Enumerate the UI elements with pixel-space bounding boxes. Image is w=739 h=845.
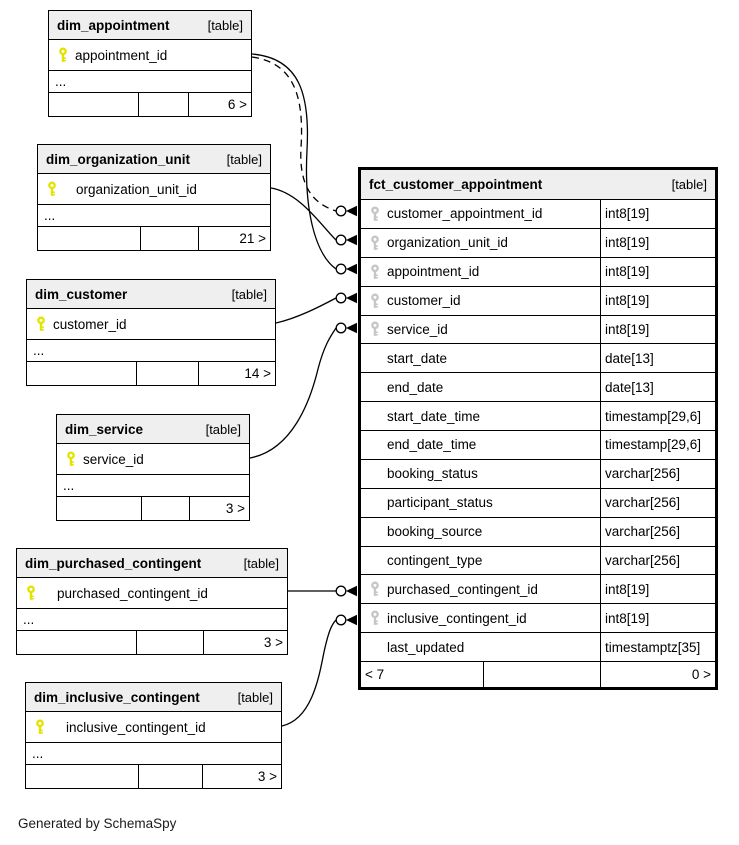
ellipsis-label: ...: [55, 74, 67, 89]
column-row-end-date: [361, 372, 715, 401]
column-name: last_updated: [387, 639, 465, 655]
table-footer: [57, 496, 249, 520]
table-dim-organization-unit[interactable]: [37, 144, 271, 251]
table-header: [38, 145, 270, 174]
column-row-purchased-contingent-id: [361, 574, 715, 603]
foreign-key-icon: [370, 264, 380, 280]
column-name: organization_unit_id: [387, 235, 508, 251]
column-name: customer_id: [53, 316, 127, 332]
table-name[interactable]: dim_customer: [35, 286, 128, 302]
related-tables-count: 6 >: [188, 93, 251, 116]
column-row-booking-source: [361, 517, 715, 546]
column-type: int8[19]: [600, 200, 715, 228]
table-type-badge: [table]: [243, 555, 279, 571]
column-name-cell: [361, 431, 600, 459]
footer-cell-empty: [138, 765, 202, 788]
table-dim-customer[interactable]: [26, 279, 276, 386]
table-type-badge: [table]: [205, 421, 241, 437]
crow-foot-endpoint: [336, 293, 357, 303]
table-dim-service[interactable]: [56, 414, 250, 521]
column-name: purchased_contingent_id: [57, 585, 208, 601]
foreign-key-icon: [370, 235, 380, 251]
column-name: inclusive_contingent_id: [387, 610, 527, 626]
column-name: participant_status: [387, 495, 493, 511]
table-name[interactable]: dim_appointment: [57, 17, 170, 33]
column-row-service-id: [57, 444, 249, 474]
column-type: int8[19]: [600, 229, 715, 257]
footer-cell-empty: [27, 362, 136, 385]
ellipsis-label: ...: [63, 478, 75, 493]
column-name-cell: [361, 575, 600, 603]
column-row-inclusive-contingent-id: [361, 603, 715, 632]
column-row-start-date: [361, 343, 715, 372]
table-dim-inclusive-contingent[interactable]: [25, 682, 282, 789]
table-header: [361, 170, 715, 199]
table-footer: [49, 92, 251, 116]
column-name: start_date: [387, 350, 448, 366]
crow-foot-endpoint: [336, 586, 357, 596]
column-name-cell: [361, 229, 600, 257]
table-name[interactable]: dim_service: [65, 421, 144, 437]
column-name: contingent_type: [387, 552, 483, 568]
column-name-cell: [361, 258, 600, 286]
rel-dim-organization-unit-line: [271, 188, 336, 240]
foreign-key-icon: [370, 293, 380, 309]
foreign-key-icon: [370, 206, 380, 222]
column-name-cell: [361, 460, 600, 488]
related-tables-count: 21 >: [198, 227, 270, 250]
column-row-customer-id: [27, 309, 275, 339]
column-name-cell: [361, 287, 600, 315]
table-footer: [27, 361, 275, 385]
column-type: int8[19]: [600, 287, 715, 315]
column-name: organization_unit_id: [76, 181, 197, 197]
column-name-cell: [361, 547, 600, 575]
collapsed-columns-row: [57, 474, 249, 496]
column-type: date[13]: [600, 344, 715, 372]
table-name[interactable]: fct_customer_appointment: [369, 177, 543, 192]
table-name[interactable]: dim_purchased_contingent: [25, 555, 202, 571]
column-type: varchar[256]: [600, 489, 715, 517]
column-name-cell: [361, 604, 600, 632]
ellipsis-label: ...: [32, 746, 44, 761]
table-type-badge: [table]: [231, 286, 267, 302]
column-name-cell: [361, 489, 600, 517]
collapsed-columns-row: [17, 608, 287, 630]
column-name: customer_appointment_id: [387, 206, 543, 222]
footer-cell-empty: [136, 362, 198, 385]
column-row-appointment-id: [49, 40, 251, 70]
column-row-contingent-type: [361, 546, 715, 575]
column-row-service-id: [361, 315, 715, 344]
column-row-organization-unit-id: [361, 228, 715, 257]
table-type-badge: [table]: [226, 151, 262, 167]
column-name: inclusive_contingent_id: [66, 719, 206, 735]
primary-key-icon: [35, 719, 45, 735]
ellipsis-label: ...: [33, 343, 45, 358]
footer-cell-empty: [49, 93, 138, 116]
column-name-cell: [361, 316, 600, 344]
table-name[interactable]: dim_inclusive_contingent: [34, 689, 200, 705]
rel-dim-inclusive-contingent-line: [282, 620, 336, 726]
column-row-customer-id: [361, 286, 715, 315]
column-name: appointment_id: [387, 264, 480, 280]
rel-dim-customer-line: [276, 298, 336, 323]
crow-foot-endpoint: [336, 323, 357, 333]
column-name: appointment_id: [75, 47, 168, 63]
column-type: int8[19]: [600, 258, 715, 286]
column-name-cell: [361, 344, 600, 372]
column-row-participant-status: [361, 488, 715, 517]
table-footer: [17, 630, 287, 654]
table-type-badge: [table]: [671, 177, 707, 192]
table-header: [57, 415, 249, 444]
column-row-last-updated: [361, 632, 715, 661]
table-footer: [26, 764, 281, 788]
collapsed-columns-row: [49, 70, 251, 92]
column-name: service_id: [83, 451, 144, 467]
column-name-cell: [361, 373, 600, 401]
footer-cell-empty: [140, 227, 198, 250]
parent-tables-count: < 7: [365, 667, 385, 682]
crow-foot-endpoint: [336, 615, 357, 625]
table-type-badge: [table]: [237, 689, 273, 705]
column-type: int8[19]: [600, 575, 715, 603]
primary-key-icon: [26, 585, 36, 601]
primary-key-icon: [36, 316, 46, 332]
footer-cell-empty: [141, 497, 189, 520]
column-name-cell: [361, 633, 600, 661]
column-type: varchar[256]: [600, 460, 715, 488]
collapsed-columns-row: [38, 204, 270, 226]
table-footer: [38, 226, 270, 250]
table-dim-appointment[interactable]: [48, 10, 252, 117]
table-name[interactable]: dim_organization_unit: [46, 151, 191, 167]
column-row-inclusive-contingent-id: [26, 712, 281, 742]
related-tables-count: 3 >: [189, 497, 249, 520]
column-name: end_date: [387, 379, 444, 395]
column-name: booking_status: [387, 466, 478, 482]
table-type-badge: [table]: [207, 17, 243, 33]
table-fct-customer-appointment[interactable]: [358, 167, 718, 690]
footer-cell-empty: [483, 662, 600, 687]
column-name: booking_source: [387, 524, 483, 540]
column-type: date[13]: [600, 373, 715, 401]
footer-cell-empty: [26, 765, 138, 788]
foreign-key-icon: [370, 581, 380, 597]
related-tables-count: 3 >: [203, 631, 287, 654]
column-type: timestamp[29,6]: [600, 431, 715, 459]
column-name: start_date_time: [387, 408, 481, 424]
table-header: [49, 11, 251, 40]
primary-key-icon: [66, 451, 76, 467]
table-header: [27, 280, 275, 309]
primary-key-icon: [58, 47, 68, 63]
column-row-appointment-id: [361, 257, 715, 286]
column-name: end_date_time: [387, 437, 477, 453]
related-tables-count: 3 >: [202, 765, 281, 788]
collapsed-columns-row: [26, 742, 281, 764]
generated-by-note: Generated by SchemaSpy: [18, 816, 177, 831]
table-dim-purchased-contingent[interactable]: [16, 548, 288, 655]
column-row-customer-appointment-id: [361, 199, 715, 228]
table-header: [26, 683, 281, 712]
table-header: [17, 549, 287, 578]
table-footer: [361, 661, 715, 687]
column-type: timestamptz[35]: [600, 633, 715, 661]
column-type: varchar[256]: [600, 547, 715, 575]
column-type: timestamp[29,6]: [600, 402, 715, 430]
column-type: varchar[256]: [600, 518, 715, 546]
child-tables-count: 0 >: [600, 662, 715, 687]
column-row-start-date-time: [361, 401, 715, 430]
crow-foot-endpoint: [336, 264, 357, 274]
column-name: purchased_contingent_id: [387, 581, 538, 597]
footer-cell-empty: [57, 497, 141, 520]
column-type: int8[19]: [600, 316, 715, 344]
ellipsis-label: ...: [23, 612, 35, 627]
column-name: service_id: [387, 321, 448, 337]
crow-foot-endpoint: [336, 206, 357, 216]
crow-foot-endpoint: [336, 235, 357, 245]
column-row-booking-status: [361, 459, 715, 488]
foreign-key-icon: [370, 321, 380, 337]
column-name-cell: [361, 518, 600, 546]
foreign-key-icon: [370, 610, 380, 626]
column-row-end-date-time: [361, 430, 715, 459]
column-name-cell: [361, 402, 600, 430]
column-name-cell: [361, 200, 600, 228]
primary-key-icon: [47, 181, 57, 197]
column-row-organization-unit-id: [38, 174, 270, 204]
collapsed-columns-row: [27, 339, 275, 361]
footer-cell-empty: [136, 631, 204, 654]
ellipsis-label: ...: [44, 208, 56, 223]
related-tables-count: 14 >: [198, 362, 275, 385]
column-row-purchased-contingent-id: [17, 578, 287, 608]
column-name: customer_id: [387, 293, 461, 309]
footer-cell-empty: [17, 631, 136, 654]
column-type: int8[19]: [600, 604, 715, 632]
footer-cell-empty: [38, 227, 140, 250]
footer-cell-empty: [138, 93, 189, 116]
